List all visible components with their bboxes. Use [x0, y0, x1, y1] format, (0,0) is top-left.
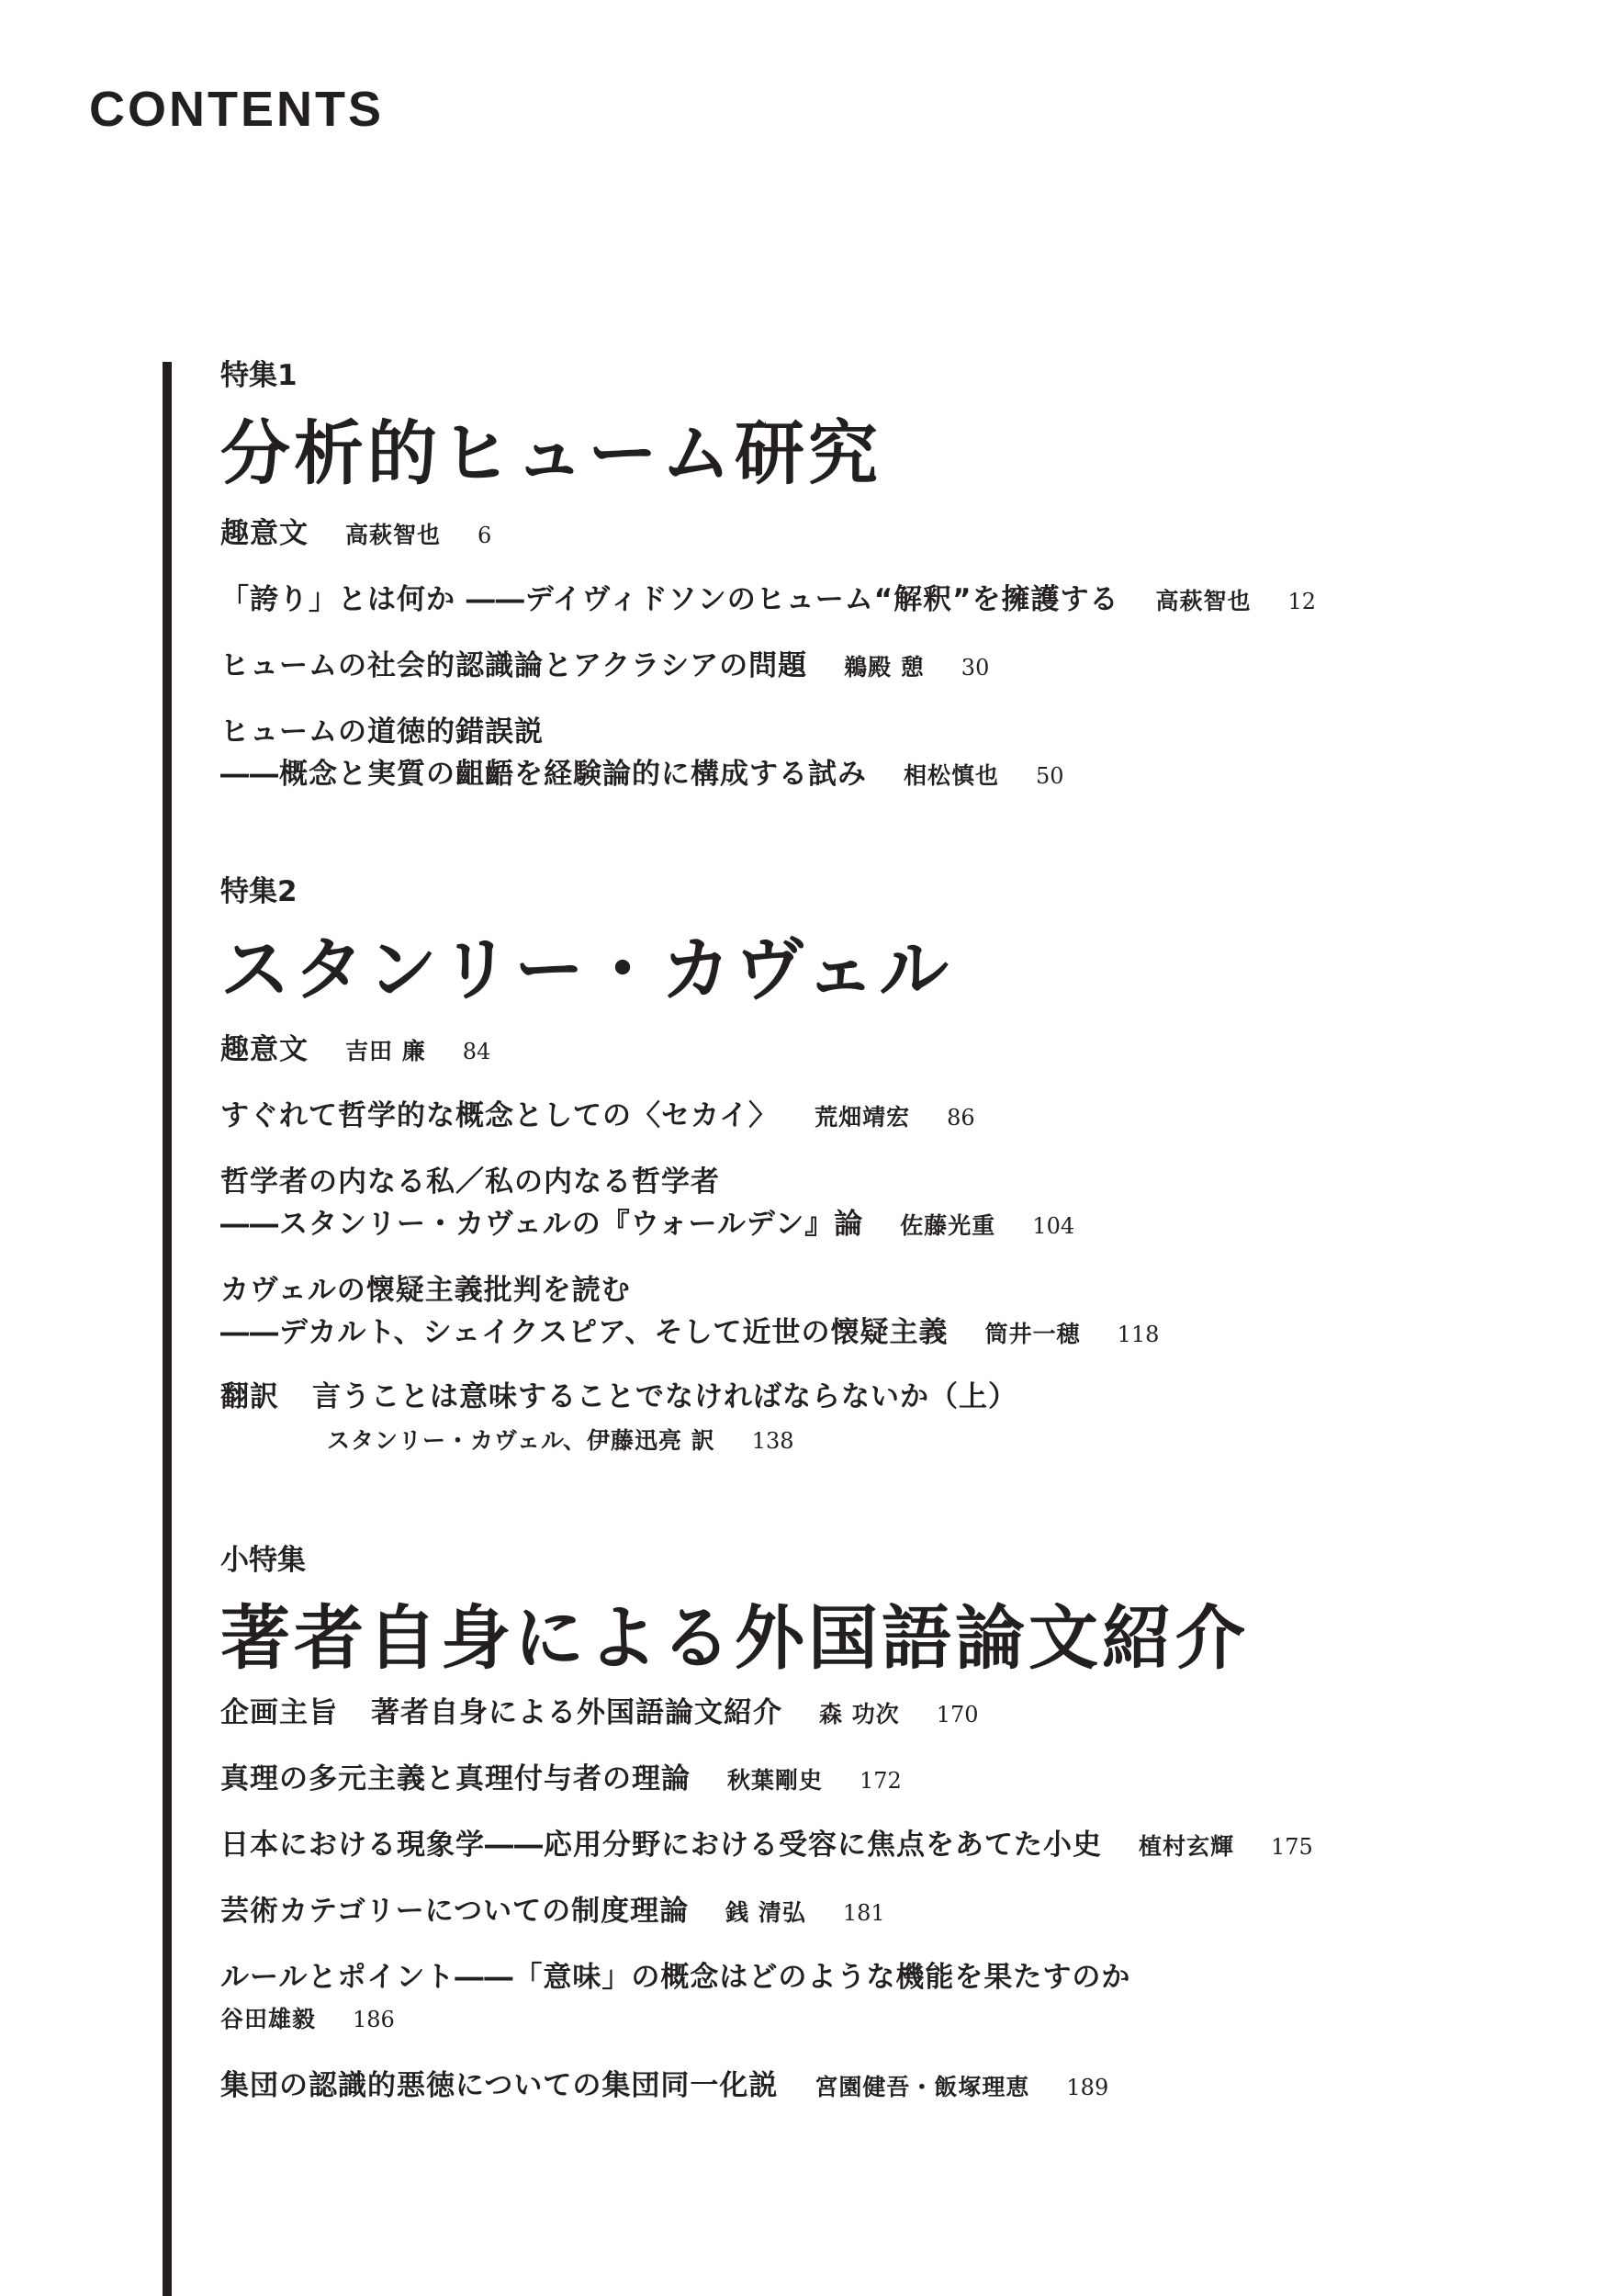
toc-entry[interactable]: [220, 1696, 979, 1729]
toc-entry[interactable]: [220, 1099, 975, 1132]
entry-author: 森 功次: [819, 1701, 900, 1728]
entry-title: 哲学者の内なる私／私の内なる哲学者: [220, 1165, 720, 1199]
entry-title: 趣意文: [220, 1033, 309, 1066]
entry-author: 鵜殿 憩: [844, 654, 925, 681]
entry-author: 秋葉剛史: [727, 1767, 824, 1794]
entry-title: 集団の認識的悪徳についての集団同一化説: [220, 2069, 779, 2102]
entry-title: 著者自身による外国語論文紹介: [371, 1696, 782, 1729]
entry-title: ルールとポイント――「意味」の概念はどのような機能を果たすのか: [220, 1961, 1131, 1994]
entry-subtitle: ――概念と実質の齟齬を経験論的に構成する試み: [220, 758, 867, 791]
section-label: 特集1: [220, 359, 298, 392]
entry-page: 86: [947, 1105, 975, 1131]
toc-entry[interactable]: [220, 1762, 902, 1795]
toc-entry[interactable]: [220, 2069, 1109, 2102]
entry-page: 175: [1271, 1834, 1313, 1860]
toc-entry-continuation[interactable]: [327, 1429, 794, 1452]
entry-prefix: 企画主旨: [220, 1696, 338, 1729]
toc-entry[interactable]: [220, 1380, 1017, 1413]
toc-entry[interactable]: [220, 1897, 885, 1926]
entry-title: 芸術カテゴリーについての制度理論: [220, 1895, 690, 1928]
toc-entry[interactable]: [220, 715, 544, 748]
section-label: 小特集: [220, 1544, 306, 1577]
section-title: スタンリー・カヴェル: [220, 929, 952, 1010]
entry-author: 荒畑靖宏: [815, 1104, 911, 1131]
entry-page: 84: [462, 1039, 491, 1064]
toc-entry-continuation[interactable]: [220, 760, 1064, 789]
entry-title: カヴェルの懐疑主義批判を読む: [220, 1274, 631, 1307]
entry-page: 138: [751, 1428, 794, 1454]
entry-title: すぐれて哲学的な概念としての〈セカイ〉: [220, 1099, 779, 1132]
entry-page: 104: [1032, 1213, 1075, 1239]
toc-entry[interactable]: [220, 1831, 1313, 1860]
entry-page: 6: [478, 523, 492, 548]
toc-entry-continuation[interactable]: [220, 1316, 1160, 1349]
entry-title: ヒュームの社会的認識論とアクラシアの問題: [220, 649, 808, 682]
entry-author: 高萩智也: [1155, 588, 1252, 614]
entry-subtitle: ――スタンリー・カヴェルの『ウォールデン』論: [220, 1208, 864, 1241]
toc-entry[interactable]: [220, 1033, 491, 1066]
entry-author: 吉田 廉: [345, 1038, 426, 1064]
entry-author: 筒井一穂: [984, 1321, 1081, 1347]
entry-author: スタンリー・カヴェル、伊藤迅亮 訳: [327, 1427, 715, 1454]
toc-entry[interactable]: [220, 1165, 720, 1199]
entry-title: ヒュームの道徳的錯誤説: [220, 715, 544, 748]
toc-entry[interactable]: [220, 583, 1317, 616]
section-title: 分析的ヒューム研究: [220, 412, 882, 494]
toc-entry[interactable]: [220, 1274, 631, 1307]
entry-page: 118: [1117, 1322, 1160, 1347]
toc-entry[interactable]: [220, 517, 492, 550]
entry-title: 言うことは意味することでなければならないか（上）: [312, 1380, 1017, 1413]
entry-author: 宮園健吾・飯塚理恵: [815, 2074, 1030, 2100]
contents-header: CONTENTS: [89, 82, 384, 137]
entry-author: 高萩智也: [345, 522, 442, 548]
entry-page: 50: [1036, 763, 1064, 789]
entry-page: 186: [353, 2007, 395, 2032]
entry-author: 相松慎也: [904, 762, 1000, 789]
entry-page: 181: [842, 1900, 885, 1926]
entry-title: 趣意文: [220, 517, 309, 550]
entry-page: 172: [860, 1768, 902, 1794]
entry-title: 真理の多元主義と真理付与者の理論: [220, 1762, 691, 1795]
toc-entry-continuation[interactable]: [220, 2008, 395, 2031]
entry-page: 189: [1066, 2075, 1109, 2100]
toc-entry[interactable]: [220, 649, 990, 682]
vertical-rule: [163, 362, 172, 2296]
entry-page: 30: [961, 655, 990, 681]
entry-prefix: 翻訳: [220, 1380, 279, 1413]
entry-author: 植村玄輝: [1139, 1833, 1235, 1860]
entry-page: 12: [1287, 589, 1317, 614]
entry-author: 銭 清弘: [725, 1899, 806, 1926]
section-title: 著者自身による外国語論文紹介: [220, 1597, 1249, 1679]
toc-entry[interactable]: [220, 1961, 1131, 1994]
entry-author: 佐藤光重: [900, 1212, 996, 1239]
entry-page: 170: [936, 1702, 979, 1728]
entry-title: 「誇り」とは何か ――デイヴィドソンのヒューム“解釈”を擁護する: [220, 583, 1119, 616]
toc-entry-continuation[interactable]: [220, 1210, 1074, 1239]
entry-author: 谷田雄毅: [220, 2006, 317, 2032]
section-label: 特集2: [220, 875, 298, 908]
entry-title: 日本における現象学――応用分野における受容に焦点をあてた小史: [220, 1829, 1102, 1862]
entry-subtitle: ――デカルト、シェイクスピア、そして近世の懐疑主義: [220, 1316, 949, 1349]
